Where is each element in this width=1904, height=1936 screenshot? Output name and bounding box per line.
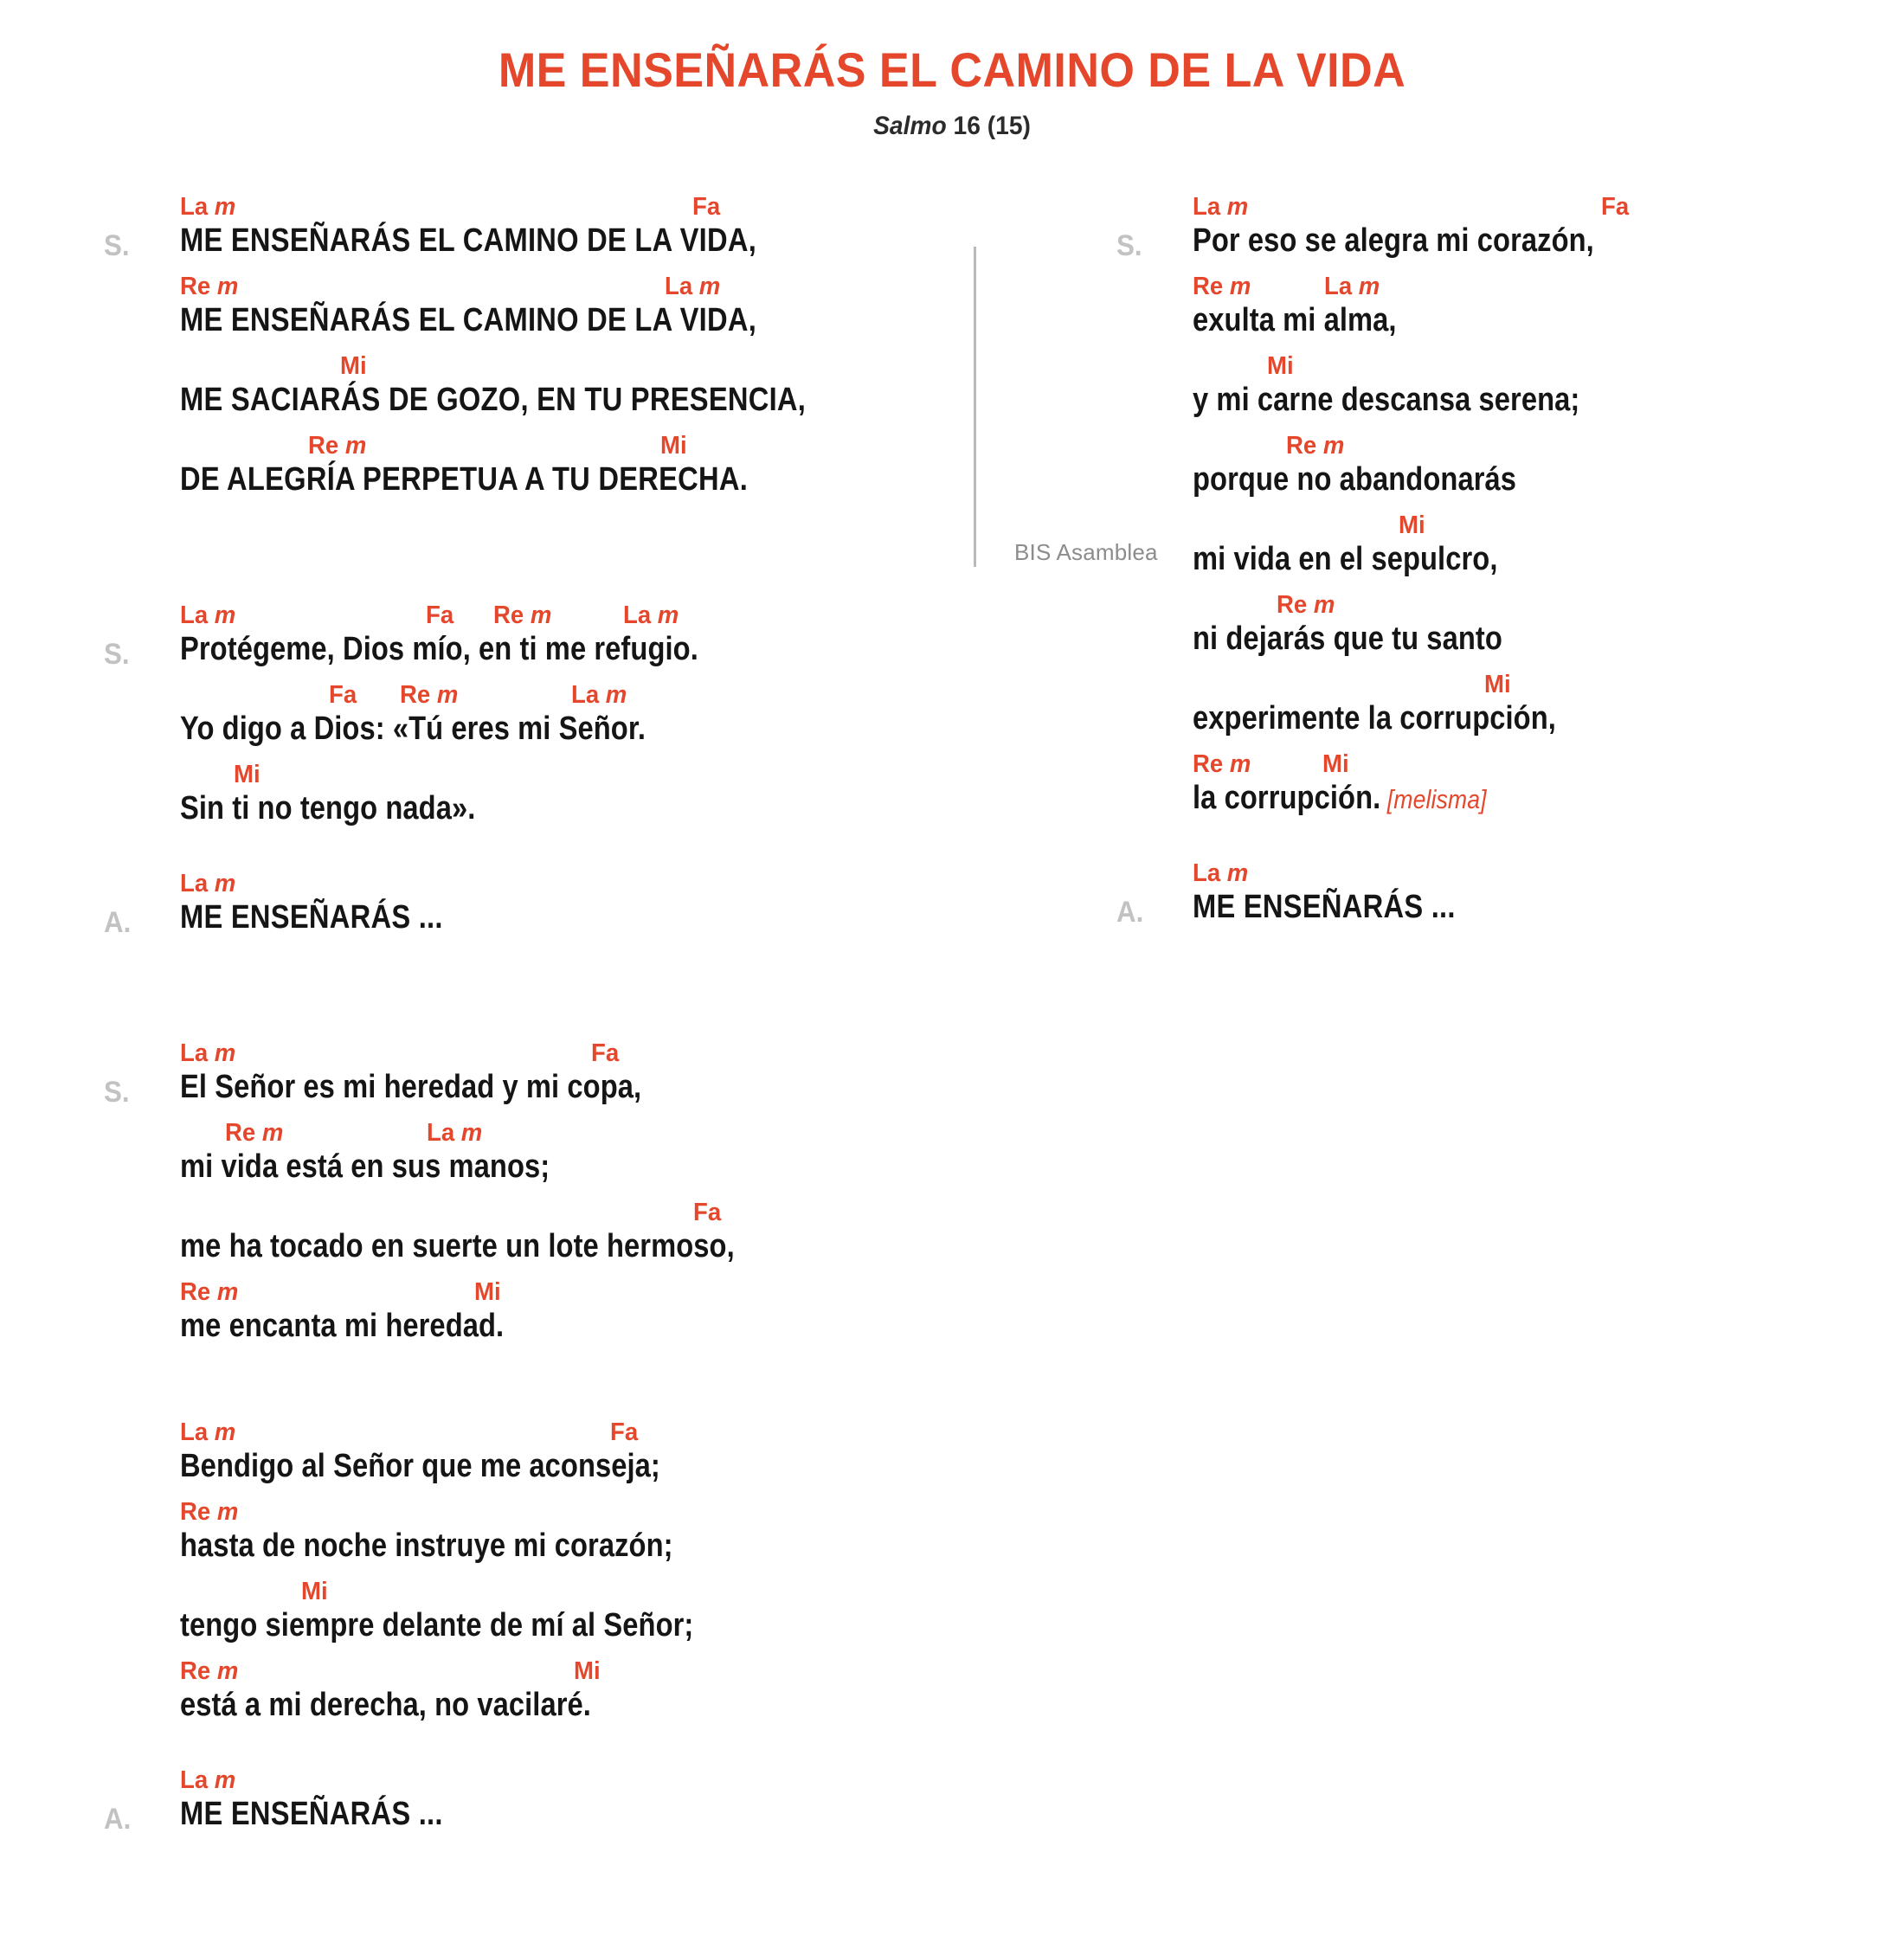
lyric-line-block <box>1116 352 1861 432</box>
lyric-line-block <box>1116 273 1861 352</box>
speaker-marker: S. <box>104 637 130 671</box>
lyric-line-block <box>104 1657 969 1737</box>
lyric-line-block <box>104 1766 969 1846</box>
chord-root: Re <box>1193 272 1224 300</box>
chord-minor-suffix: m <box>1352 272 1380 300</box>
lyric-span: ME ENSEÑARÁS ... <box>1193 888 1456 925</box>
chord-root: La <box>180 1039 209 1067</box>
bis-asamblea-label: BIS Asamblea <box>1014 538 1158 565</box>
lyric-span: me encanta mi heredad. <box>180 1307 505 1344</box>
stanza-spacer <box>104 511 969 601</box>
lyric-span: la corrupción. <box>1193 779 1381 816</box>
chord-label <box>180 273 238 301</box>
lyric-span: Por eso se alegra mi corazón, <box>1193 222 1594 259</box>
chord-label <box>1193 193 1248 222</box>
lyric-line-block <box>1116 859 1861 939</box>
lyric-line-block <box>104 870 969 949</box>
chord-root: Re <box>400 680 431 709</box>
chord-label <box>693 1199 721 1227</box>
chord-minor-suffix: m <box>599 680 627 709</box>
lyric-line-block <box>1116 193 1861 273</box>
chord-minor-suffix: m <box>210 1497 239 1526</box>
lyric-line-block <box>104 193 969 273</box>
chord-label <box>1267 352 1294 381</box>
chord-minor-suffix: m <box>454 1118 483 1147</box>
chord-minor-suffix: m <box>208 1039 236 1067</box>
lyric-line-block <box>104 601 969 681</box>
stanza-verse <box>104 601 969 840</box>
chord-root: La <box>1193 859 1221 887</box>
lyric-span: exulta mi alma, <box>1193 301 1397 338</box>
lyric-line-block <box>104 432 969 511</box>
chord-root: La <box>180 1418 209 1446</box>
chord-root: La <box>1324 272 1353 300</box>
lyric-line-block <box>104 1498 969 1578</box>
chord-root: Fa <box>693 1198 722 1226</box>
chord-label <box>1324 273 1380 301</box>
chord-minor-suffix: m <box>1223 749 1251 778</box>
lyric-text <box>180 222 756 260</box>
lyric-span: mi vida en el sepulcro, <box>1193 540 1498 577</box>
lyric-span: está a mi derecha, no vacilaré. <box>180 1686 591 1723</box>
speaker-marker: S. <box>104 1075 130 1109</box>
stanza-spacer <box>1116 939 1861 1029</box>
page-title: ME ENSEÑARÁS EL CAMINO DE LA VIDA <box>498 42 1406 97</box>
chord-minor-suffix: m <box>338 431 367 460</box>
lyric-line-block <box>1116 750 1861 830</box>
chord-minor-suffix: m <box>692 272 721 300</box>
chord-root: Mi <box>1399 511 1425 539</box>
lyric-text <box>180 1607 693 1644</box>
chord-root: Fa <box>591 1039 620 1067</box>
chord-label <box>180 1657 238 1686</box>
chord-root: Re <box>225 1118 256 1147</box>
chord-label <box>308 432 366 460</box>
stanza-spacer <box>104 1846 969 1936</box>
subtitle-reference: 16 (15) <box>953 111 1031 140</box>
chord-root: Mi <box>340 351 367 380</box>
stanza-refrain <box>104 1766 969 1846</box>
speaker-marker: S. <box>1116 228 1142 262</box>
speaker-marker: S. <box>104 228 130 262</box>
chord-root: Re <box>180 1497 211 1526</box>
lyric-line-block <box>104 1418 969 1498</box>
chord-label <box>180 1766 235 1795</box>
chord-label <box>400 681 458 710</box>
chord-label <box>1193 273 1251 301</box>
lyric-span: tengo siempre delante de mí al Señor; <box>180 1606 694 1643</box>
chord-label <box>591 1039 619 1068</box>
right-verses <box>1116 193 1861 1029</box>
chord-label <box>1277 591 1335 620</box>
chord-root: Fa <box>329 680 357 709</box>
stanza-spacer <box>1116 830 1861 859</box>
chord-root: Fa <box>610 1418 639 1446</box>
chord-minor-suffix: m <box>1307 590 1335 619</box>
chord-label <box>493 601 551 630</box>
lyric-span: experimente la corrupción, <box>1193 699 1556 736</box>
refrain-lyric <box>180 1796 443 1833</box>
chord-label <box>1193 859 1248 888</box>
speaker-marker: A. <box>104 905 132 939</box>
chord-label <box>427 1119 482 1148</box>
lyric-span: Bendigo al Señor que me aconseja; <box>180 1447 660 1484</box>
speaker-marker: A. <box>1116 895 1144 929</box>
chord-root: Re <box>1277 590 1308 619</box>
column-left <box>104 193 969 1936</box>
chord-label <box>1193 750 1251 779</box>
lyric-text <box>1193 461 1516 498</box>
chord-label <box>474 1278 501 1307</box>
lyric-line-block <box>1116 591 1861 671</box>
chord-label <box>301 1578 328 1606</box>
chord-label <box>234 761 261 789</box>
lyric-text <box>180 382 806 419</box>
lyric-text <box>180 711 646 748</box>
chord-root: La <box>427 1118 455 1147</box>
chord-minor-suffix: m <box>208 601 236 629</box>
lyric-line-block <box>104 1039 969 1119</box>
chord-minor-suffix: m <box>210 1277 239 1306</box>
chord-label <box>660 432 687 460</box>
lyric-line-block <box>104 681 969 761</box>
chord-root: La <box>1193 192 1221 221</box>
chord-root: La <box>180 192 209 221</box>
chord-label <box>574 1657 601 1686</box>
column-right <box>1116 193 1861 1029</box>
lyric-line-block <box>1116 511 1861 591</box>
chord-minor-suffix: m <box>430 680 459 709</box>
lyric-span: DE ALEGRÍA PERPETUA A TU DERECHA. <box>180 460 749 498</box>
chord-label <box>1399 511 1425 540</box>
lyric-text <box>1193 700 1556 737</box>
subtitle-label: Salmo <box>873 111 947 140</box>
chord-label <box>1484 671 1511 699</box>
chord-root: Mi <box>1322 749 1349 778</box>
lyric-line-block <box>104 761 969 840</box>
chord-minor-suffix: m <box>208 869 236 897</box>
chord-minor-suffix: m <box>208 1418 236 1446</box>
lyric-text <box>180 1069 641 1106</box>
melisma-annotation: [melisma] <box>1380 783 1487 814</box>
chord-root: Fa <box>426 601 454 629</box>
lyric-text <box>180 790 475 827</box>
lyric-text <box>1193 222 1594 260</box>
chord-minor-suffix: m <box>208 192 236 221</box>
refrain-lyric <box>1193 889 1456 926</box>
chord-label <box>180 1418 235 1447</box>
chord-root: Mi <box>1484 670 1511 698</box>
lyric-text <box>180 1528 673 1565</box>
chord-label <box>1286 432 1344 460</box>
chord-root: Re <box>493 601 524 629</box>
song-subtitle <box>57 112 1847 141</box>
chord-root: Fa <box>1601 192 1630 221</box>
stanza-spacer <box>104 949 969 1039</box>
lyric-span: ME ENSEÑARÁS ... <box>180 1795 443 1832</box>
lyric-span: me ha tocado en suerte un lote hermoso, <box>180 1227 735 1264</box>
chord-label <box>665 273 720 301</box>
lyric-line-block <box>1116 432 1861 511</box>
refrain-lyric <box>180 899 443 936</box>
chord-root: La <box>180 869 209 897</box>
lyric-text <box>1193 302 1397 339</box>
lyric-span: porque no abandonarás <box>1193 460 1517 498</box>
left-verses <box>104 601 969 1936</box>
stanza-spacer <box>104 1737 969 1766</box>
chord-root: La <box>623 601 652 629</box>
lyric-span: ME ENSEÑARÁS EL CAMINO DE LA VIDA, <box>180 222 757 259</box>
lyric-span: ME SACIARÁS DE GOZO, EN TU PRESENCIA, <box>180 381 807 418</box>
stanza-chorus <box>104 193 969 511</box>
lyric-text <box>180 302 756 339</box>
lyric-text <box>180 1148 550 1186</box>
chord-root: Mi <box>1267 351 1294 380</box>
chord-root: Mi <box>574 1656 601 1685</box>
lyric-line-block <box>104 1119 969 1199</box>
chord-minor-suffix: m <box>208 1766 236 1794</box>
chord-minor-suffix: m <box>255 1118 284 1147</box>
lyric-text <box>1193 780 1487 817</box>
lyric-span: mi vida está en sus manos; <box>180 1148 550 1185</box>
chord-label <box>1322 750 1349 779</box>
chord-root: La <box>180 1766 209 1794</box>
chord-root: Fa <box>692 192 721 221</box>
chord-root: La <box>180 601 209 629</box>
lyric-span: Sin ti no tengo nada». <box>180 789 476 826</box>
chord-root: La <box>571 680 600 709</box>
chord-minor-suffix: m <box>210 1656 239 1685</box>
chord-root: Re <box>1286 431 1317 460</box>
chord-root: Mi <box>234 760 261 788</box>
chord-label <box>180 601 235 630</box>
lyric-line-block <box>1116 671 1861 750</box>
chord-root: La <box>665 272 693 300</box>
chord-minor-suffix: m <box>210 272 239 300</box>
chord-root: Re <box>308 431 339 460</box>
chord-minor-suffix: m <box>1316 431 1345 460</box>
chord-minor-suffix: m <box>1220 859 1249 887</box>
chord-label <box>180 193 235 222</box>
stanza-refrain <box>1116 859 1861 939</box>
chord-root: Re <box>1193 749 1224 778</box>
chord-minor-suffix: m <box>1223 272 1251 300</box>
stanza-verse <box>104 1039 969 1358</box>
chord-root: Mi <box>301 1577 328 1605</box>
lyric-span: El Señor es mi heredad y mi copa, <box>180 1068 642 1105</box>
lyric-text <box>180 461 748 498</box>
chord-label <box>426 601 453 630</box>
lyric-span: Protégeme, Dios mío, en ti me refugio. <box>180 630 698 667</box>
lyric-text <box>1193 621 1502 658</box>
chord-label <box>180 1039 235 1068</box>
stanza-refrain <box>104 870 969 949</box>
lyric-span: ME ENSEÑARÁS ... <box>180 898 443 936</box>
chord-root: Re <box>180 1656 211 1685</box>
lyric-line-block <box>104 273 969 352</box>
lyric-text <box>180 1308 504 1345</box>
chord-label <box>329 681 357 710</box>
chord-minor-suffix: m <box>651 601 679 629</box>
lyric-text <box>180 1687 591 1724</box>
chord-minor-suffix: m <box>524 601 552 629</box>
chord-label <box>340 352 367 381</box>
chord-root: Mi <box>660 431 687 460</box>
lyric-text <box>180 1228 735 1265</box>
lyric-span: Yo digo a Dios: «Tú eres mi Señor. <box>180 710 646 747</box>
lyric-text <box>180 1448 660 1485</box>
sheet-header <box>0 0 1904 141</box>
stanza-spacer <box>104 1358 969 1418</box>
lyric-text <box>1193 541 1498 578</box>
chord-label <box>571 681 627 710</box>
chord-root: Re <box>180 1277 211 1306</box>
lyric-line-block <box>104 1199 969 1278</box>
lyric-span: ni dejarás que tu santo <box>1193 620 1502 657</box>
stanza-verse <box>1116 193 1861 830</box>
chord-root: Mi <box>474 1277 501 1306</box>
chord-label <box>180 1498 238 1527</box>
lyric-line-block <box>104 352 969 432</box>
lyric-text <box>180 631 698 668</box>
chord-label <box>692 193 720 222</box>
chorus-block <box>104 193 969 601</box>
speaker-marker: A. <box>104 1802 132 1836</box>
chord-label <box>180 870 235 898</box>
chord-label <box>1601 193 1629 222</box>
lyric-text <box>1193 382 1579 419</box>
chord-root: Re <box>180 272 211 300</box>
lyric-span: y mi carne descansa serena; <box>1193 381 1580 418</box>
lyric-span: hasta de noche instruye mi corazón; <box>180 1527 673 1564</box>
chord-minor-suffix: m <box>1220 192 1249 221</box>
lyric-line-block <box>104 1278 969 1358</box>
chord-label <box>225 1119 283 1148</box>
lyric-line-block <box>104 1578 969 1657</box>
lyric-span: ME ENSEÑARÁS EL CAMINO DE LA VIDA, <box>180 301 757 338</box>
chord-label <box>180 1278 238 1307</box>
stanza-verse <box>104 1418 969 1737</box>
chord-label <box>610 1418 638 1447</box>
stanza-spacer <box>104 840 969 870</box>
chord-label <box>623 601 679 630</box>
